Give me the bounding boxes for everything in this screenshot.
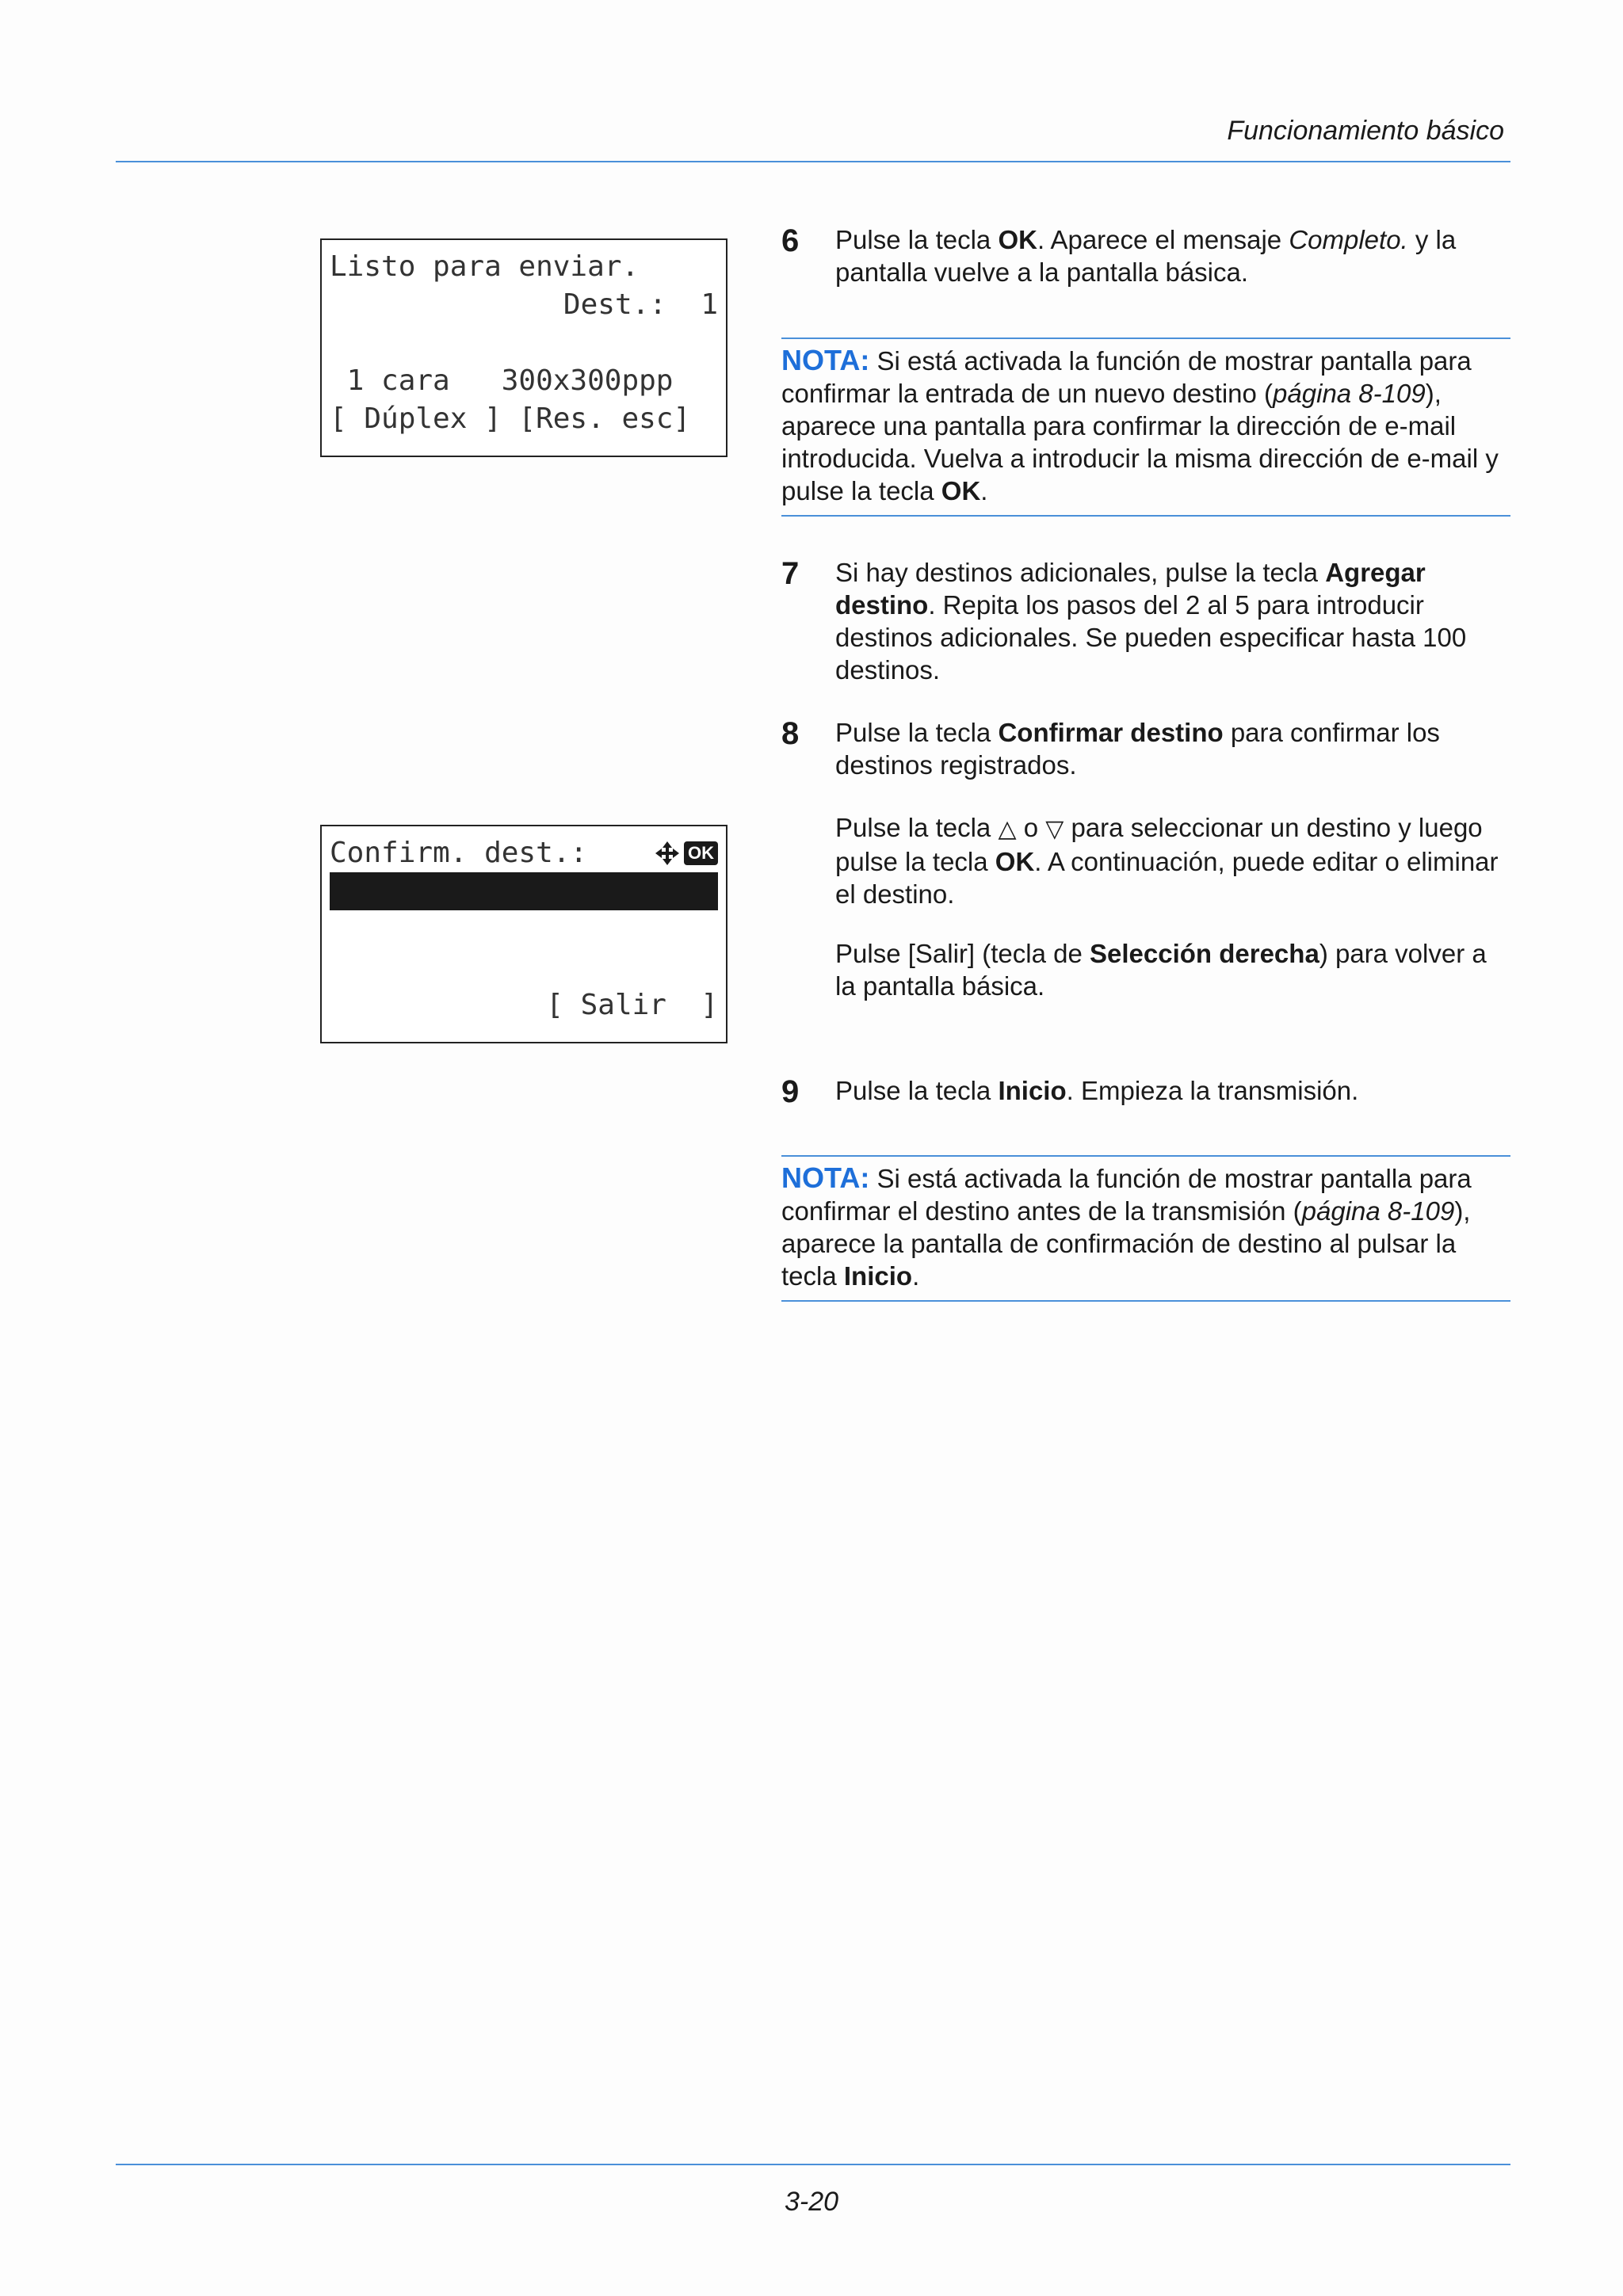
lcd-dest-item xyxy=(330,910,718,948)
step-number: 8 xyxy=(781,716,800,751)
lcd-dest-count: Dest.: 1 xyxy=(563,288,718,321)
step-text: Si hay destinos adicionales, pulse la tecla Agregar destino. Repita los pasos del 2 al 5 para introducir destinos adicionales. Se pueden especificar hasta 100 destinos. xyxy=(835,558,1467,685)
step-8-exit-paragraph: Pulse [Salir] (tecla de Selección derecha) para volver a la pantalla básica. xyxy=(835,939,1487,1001)
step-text: Pulse la tecla OK. Aparece el mensaje Completo. y la pantalla vuelve a la pantalla básica. xyxy=(835,225,1457,287)
lcd-status-line: Listo para enviar. xyxy=(330,250,640,283)
step-8-select-paragraph: Pulse la tecla △ o ▽ para seleccionar un destino y luego pulse la tecla OK. A continuación, puede editar o eliminar el destino. xyxy=(835,813,1499,909)
lcd-confirm-title-row xyxy=(330,834,718,872)
lcd-settings-line: 1 cara 300x300ppp xyxy=(330,364,674,397)
step-7 xyxy=(781,556,1510,686)
nav-icons xyxy=(654,840,718,867)
step-text: Pulse la tecla Confirmar destino para confirmar los destinos registrados. xyxy=(835,718,1440,780)
lcd-dest-item-selected xyxy=(330,872,718,910)
lcd-send-screen xyxy=(320,238,727,457)
step-number: 7 xyxy=(781,556,800,591)
note-label: NOTA: xyxy=(781,344,870,376)
down-triangle-icon: ▽ xyxy=(1045,816,1064,842)
note-label: NOTA: xyxy=(781,1161,870,1194)
step-number: 6 xyxy=(781,223,800,258)
footer-rule xyxy=(116,2164,1510,2165)
header-rule xyxy=(116,161,1510,162)
note-box: NOTA: Si está activada la función de mostrar pantalla para confirmar el destino antes de la transmisión (página 8-109), aparece la pantalla de confirmación de destino al pulsar la tecla Inicio. xyxy=(781,1155,1510,1302)
step-6 xyxy=(781,223,1510,288)
up-triangle-icon: △ xyxy=(998,816,1017,842)
step-text: Pulse la tecla Inicio. Empieza la transmisión. xyxy=(835,1076,1359,1105)
lcd-confirm-title: Confirm. dest.: xyxy=(330,837,588,869)
ok-icon: OK xyxy=(684,841,718,865)
lcd-confirm-screen xyxy=(320,825,727,1043)
step-8 xyxy=(781,716,1510,781)
lcd-email-line xyxy=(330,324,718,362)
lcd-salir-softkey: [ Salir ] xyxy=(546,989,718,1021)
page-number: 3-20 xyxy=(784,2187,839,2217)
step-9 xyxy=(781,1074,1510,1107)
lcd-softkeys-line: [ Dúplex ] [Res. esc] xyxy=(330,402,691,435)
lcd-dest-item xyxy=(330,948,718,986)
four-way-arrow-icon xyxy=(654,840,681,867)
page-reference-link[interactable]: página 8-109 xyxy=(1301,1196,1455,1226)
note-box: NOTA: Si está activada la función de mostrar pantalla para confirmar la entrada de un nuevo destino (página 8-109), aparece una pantalla para confirmar la dirección de e-mail introducida. Vuelva a introducir la misma dirección de e-mail y pulse la tecla OK. xyxy=(781,338,1510,517)
page-header-title: Funcionamiento básico xyxy=(1227,116,1504,146)
page-reference-link[interactable]: página 8-109 xyxy=(1273,379,1426,408)
step-number: 9 xyxy=(781,1074,800,1109)
